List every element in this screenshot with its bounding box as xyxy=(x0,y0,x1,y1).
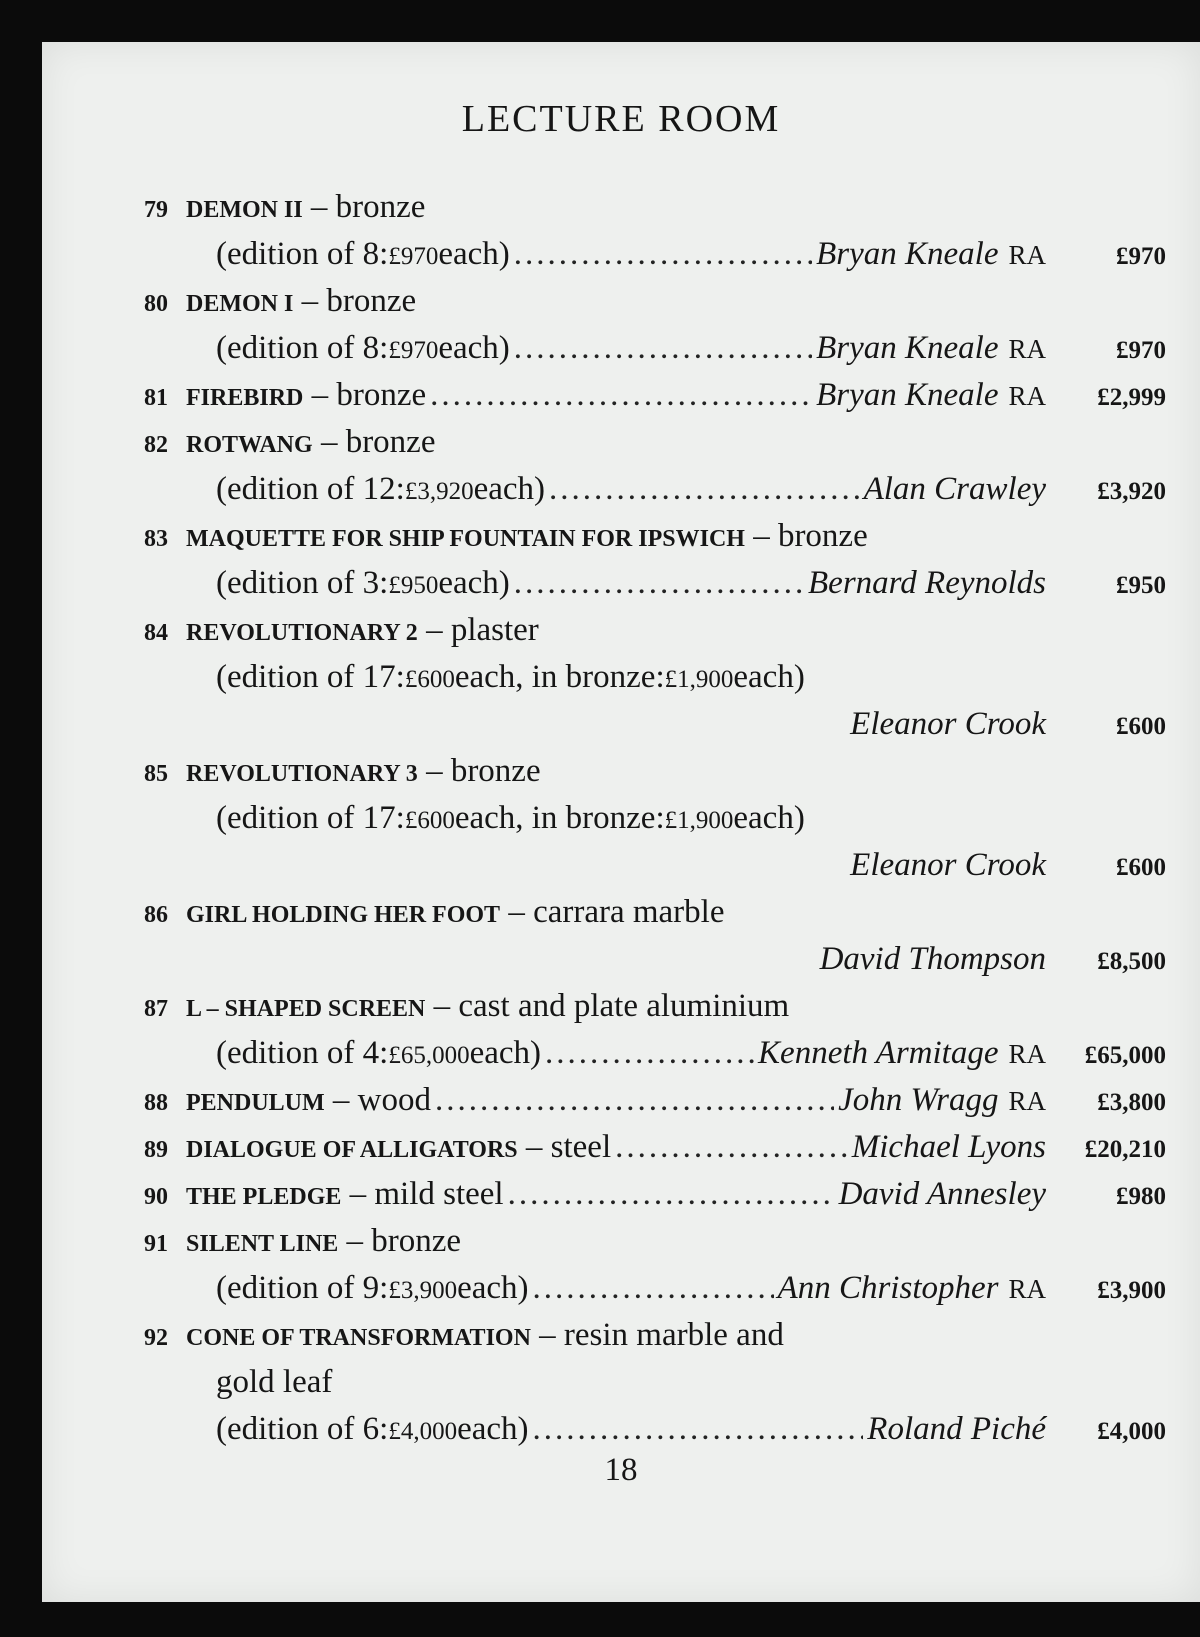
entry-list xyxy=(144,184,1166,1453)
edition-price: £950 xyxy=(388,572,439,599)
entry-medium: – steel xyxy=(525,1129,612,1165)
entry-medium: – bronze xyxy=(346,1223,462,1259)
price: £980 xyxy=(1116,1183,1166,1210)
entry-title: REVOLUTIONARY 3 xyxy=(186,761,418,787)
artist-name: David Annesley xyxy=(838,1176,1046,1212)
entry-number: 86 xyxy=(144,902,168,928)
artist-name: Alan Crawley xyxy=(863,471,1046,507)
entry-90 xyxy=(144,1171,1166,1218)
artist-name: Bernard Reynolds xyxy=(808,565,1046,601)
entry-title: DEMON I xyxy=(186,291,294,317)
edition-price-bronze: £1,900 xyxy=(664,666,734,693)
entry-80-detail xyxy=(144,325,1166,372)
price: £970 xyxy=(1116,243,1166,270)
edition-price: £600 xyxy=(404,666,455,693)
ra-suffix: RA xyxy=(1008,240,1046,270)
entry-92-medium-cont xyxy=(144,1359,1166,1406)
entry-79-detail xyxy=(144,231,1166,278)
entry-85-artist-line xyxy=(144,842,1166,889)
entry-medium: – bronze xyxy=(310,189,426,225)
entry-number: 92 xyxy=(144,1325,168,1351)
entry-medium: – mild steel xyxy=(349,1176,504,1212)
ra-suffix: RA xyxy=(1008,334,1046,364)
dot-leader xyxy=(533,1406,864,1453)
entry-title: CONE OF TRANSFORMATION xyxy=(186,1325,531,1351)
entry-84-edition xyxy=(144,654,1166,701)
entry-number: 84 xyxy=(144,620,168,646)
page-number: 18 xyxy=(604,1452,638,1488)
entry-81 xyxy=(144,372,1166,419)
entry-medium: – bronze xyxy=(426,753,541,789)
entry-number: 90 xyxy=(144,1184,168,1210)
entry-number: 79 xyxy=(144,197,168,223)
dot-leader xyxy=(514,560,804,607)
artist-name: Eleanor Crook xyxy=(850,847,1046,883)
entry-84-artist-line xyxy=(144,701,1166,748)
entry-title: THE PLEDGE xyxy=(186,1184,342,1210)
edition-price: £4,000 xyxy=(388,1418,458,1445)
artist-name: Ann Christopher xyxy=(777,1270,999,1306)
entry-title: FIREBIRD xyxy=(186,385,304,411)
entry-87 xyxy=(144,983,1166,1030)
entry-88 xyxy=(144,1077,1166,1124)
edition-tail: each) xyxy=(438,565,510,601)
dot-leader xyxy=(615,1124,848,1171)
price: £2,999 xyxy=(1097,384,1166,411)
entry-title: DIALOGUE OF ALLIGATORS xyxy=(186,1137,518,1163)
edition-label: (edition of 8: xyxy=(216,236,389,272)
entry-91 xyxy=(144,1218,1166,1265)
price: £65,000 xyxy=(1084,1042,1166,1069)
artist-name: Bryan Kneale xyxy=(816,377,999,413)
artist-name: John Wragg xyxy=(838,1082,999,1118)
entry-79 xyxy=(144,184,1166,231)
ra-suffix: RA xyxy=(1008,381,1046,411)
entry-medium: – bronze xyxy=(311,377,427,413)
edition-tail: each) xyxy=(457,1411,529,1447)
edition-price: £970 xyxy=(388,337,439,364)
ra-suffix: RA xyxy=(1008,1039,1046,1069)
price: £4,000 xyxy=(1097,1418,1166,1445)
edition-mid: each, in bronze: xyxy=(454,659,665,695)
entry-84 xyxy=(144,607,1166,654)
entry-title: SILENT LINE xyxy=(186,1231,339,1257)
artist-name: Kenneth Armitage xyxy=(758,1035,999,1071)
edition-price: £3,920 xyxy=(404,478,474,505)
edition-mid: each, in bronze: xyxy=(454,800,665,836)
artist-name: Roland Piché xyxy=(867,1411,1046,1447)
edition-price: £970 xyxy=(388,243,439,270)
entry-92-detail xyxy=(144,1406,1166,1453)
entry-number: 91 xyxy=(144,1231,168,1257)
dot-leader xyxy=(435,1077,834,1124)
price: £600 xyxy=(1116,854,1166,881)
dot-leader xyxy=(533,1265,774,1312)
price: £3,800 xyxy=(1097,1089,1166,1116)
edition-label: (edition of 8: xyxy=(216,330,389,366)
entry-title: L – SHAPED SCREEN xyxy=(186,996,426,1022)
edition-label: (edition of 12: xyxy=(216,471,405,507)
entry-title: MAQUETTE FOR SHIP FOUNTAIN FOR IPSWICH xyxy=(186,526,745,552)
entry-medium: – carrara marble xyxy=(508,894,725,930)
edition-label: (edition of 17: xyxy=(216,800,405,836)
edition-tail: each) xyxy=(438,236,510,272)
artist-name: David Thompson xyxy=(819,941,1046,977)
entry-92 xyxy=(144,1312,1166,1359)
entry-82 xyxy=(144,419,1166,466)
entry-number: 80 xyxy=(144,291,168,317)
entry-89 xyxy=(144,1124,1166,1171)
price: £8,500 xyxy=(1097,948,1166,975)
entry-87-detail xyxy=(144,1030,1166,1077)
entry-medium: – wood xyxy=(332,1082,431,1118)
entry-title: GIRL HOLDING HER FOOT xyxy=(186,902,501,928)
entry-80 xyxy=(144,278,1166,325)
price: £20,210 xyxy=(1084,1136,1166,1163)
entry-number: 89 xyxy=(144,1137,168,1163)
dot-leader xyxy=(514,325,812,372)
artist-name: Eleanor Crook xyxy=(850,706,1046,742)
price: £3,900 xyxy=(1097,1277,1166,1304)
artist-name: Bryan Kneale xyxy=(816,330,999,366)
entry-number: 81 xyxy=(144,385,168,411)
entry-medium-continued: gold leaf xyxy=(216,1364,333,1400)
entry-title: REVOLUTIONARY 2 xyxy=(186,620,418,646)
edition-tail: each) xyxy=(733,659,805,695)
entry-number: 83 xyxy=(144,526,168,552)
entry-91-detail xyxy=(144,1265,1166,1312)
dot-leader xyxy=(545,1030,754,1077)
entry-86 xyxy=(144,889,1166,936)
dot-leader xyxy=(514,231,812,278)
entry-85 xyxy=(144,748,1166,795)
entry-83-detail xyxy=(144,560,1166,607)
price: £3,920 xyxy=(1097,478,1166,505)
edition-tail: each) xyxy=(438,330,510,366)
edition-tail: each) xyxy=(473,471,545,507)
page-title: LECTURE ROOM xyxy=(461,98,781,140)
entry-number: 88 xyxy=(144,1090,168,1116)
ra-suffix: RA xyxy=(1008,1086,1046,1116)
artist-name: Bryan Kneale xyxy=(816,236,999,272)
entry-title: PENDULUM xyxy=(186,1090,325,1116)
edition-label: (edition of 9: xyxy=(216,1270,389,1306)
edition-label: (edition of 3: xyxy=(216,565,389,601)
entry-medium: – resin marble and xyxy=(539,1317,784,1353)
price: £970 xyxy=(1116,337,1166,364)
entry-medium: – bronze xyxy=(753,518,868,554)
edition-price: £600 xyxy=(404,807,455,834)
artist-name: Michael Lyons xyxy=(851,1129,1046,1165)
edition-tail: each) xyxy=(469,1035,541,1071)
price: £950 xyxy=(1116,572,1166,599)
edition-tail: each) xyxy=(457,1270,529,1306)
entry-number: 82 xyxy=(144,432,168,458)
entry-82-detail xyxy=(144,466,1166,513)
edition-label: (edition of 17: xyxy=(216,659,405,695)
edition-label: (edition of 6: xyxy=(216,1411,389,1447)
entry-medium: – plaster xyxy=(426,612,539,648)
edition-label: (edition of 4: xyxy=(216,1035,389,1071)
dot-leader xyxy=(430,372,812,419)
entry-title: ROTWANG xyxy=(186,432,313,458)
dot-leader xyxy=(508,1171,835,1218)
entry-number: 85 xyxy=(144,761,168,787)
entry-85-edition xyxy=(144,795,1166,842)
entry-86-artist-line xyxy=(144,936,1166,983)
price: £600 xyxy=(1116,713,1166,740)
catalogue-page xyxy=(42,42,1200,1602)
edition-price-bronze: £1,900 xyxy=(664,807,734,834)
ra-suffix: RA xyxy=(1008,1274,1046,1304)
entry-medium: – cast and plate aluminium xyxy=(433,988,790,1024)
entry-medium: – bronze xyxy=(301,283,417,319)
entry-medium: – bronze xyxy=(320,424,436,460)
edition-price: £3,900 xyxy=(388,1277,458,1304)
edition-tail: each) xyxy=(733,800,805,836)
entry-number: 87 xyxy=(144,996,168,1022)
edition-price: £65,000 xyxy=(388,1042,470,1069)
entry-title: DEMON II xyxy=(186,197,303,223)
entry-83 xyxy=(144,513,1166,560)
dot-leader xyxy=(549,466,860,513)
